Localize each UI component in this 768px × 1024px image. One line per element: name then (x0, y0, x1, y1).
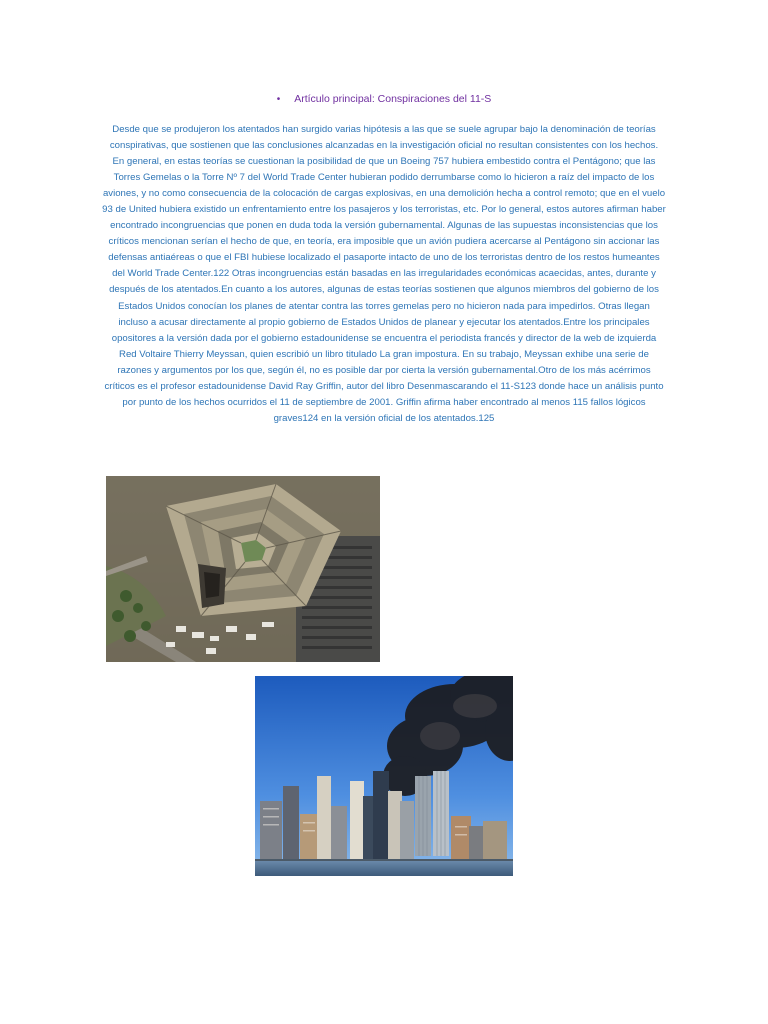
towers-photo-illustration (255, 676, 513, 876)
article-heading (0, 92, 768, 107)
heading-link-text[interactable]: Artículo principal: Conspiraciones del 11-S (294, 93, 492, 105)
article-body (102, 122, 666, 427)
bullet-icon: • (276, 94, 281, 105)
pentagon-aerial-photo (106, 476, 380, 662)
paragraph-intro: Desde que se produjeron los atentados han surgido varias hipótesis a las que se suele agrupar bajo la denominación de teorías conspirativas, que sostienen que las conclusiones alcanzadas en la investigación oficial no resultan consistentes con los hechos. (109, 124, 659, 152)
towers-smoke-photo (255, 676, 513, 876)
paragraph-main: En general, en estas teorías se cuestionan la posibilidad de que un Boeing 757 hubiera embestido contra el Pentágono; que las Torres Gemelas o la Torre Nº 7 del World Trade Center hubieran podido derrumbarse como lo hicieron a raíz del impacto de los aviones, y no como consecuencia de la colocación de cargas explosivas, en una demolición hecha a control remoto; que en el vuelo 93 de United hubiera existido un enfrentamiento entre los pasajeros y los terroristas, etc. Por lo general, estos autores afirman haber encontrado incongruencias que ponen en duda toda la versión gubernamental. Algunas de las supuestas inconsistencias que los críticos mencionan serían el hecho de que, en teoría, era imposible que un avión pudiera acercarse al Pentágono sin accionar las defensas antiaéreas o que el FBI hubiese localizado el pasaporte intacto de uno de los terroristas dentro de los restos humeantes del World Trade Center.122 Otras incongruencias están basadas en las irregularidades económicas acaecidas, antes, durante y después de los atentados.En cuanto a los autores, algunas de estas teorías sostienen que algunos miembros del gobierno de los Estados Unidos conocían los planes de atentar contra las torres gemelas pero no hicieron nada para impedirlos. Otras llegan incluso a acusar directamente al propio gobierno de Estados Unidos de planear y ejecutar los atentados.Entre los principales opositores a la versión dada por el gobierno estadounidense se encuentra el periodista francés y director de la web de izquierda Red Voltaire Thierry Meyssan, quien escribió un libro titulado La gran impostura. En su trabajo, Meyssan exhibe una serie de razones y argumentos por los que, según él, no es posible dar por cierta la versión gubernamental.Otro de los más acérrimos críticos es el profesor estadounidense David Ray Griffin, autor del libro Desenmascarando el 11-S123 donde hace un análisis punto por punto de los hechos ocurridos el 11 de septiembre de 2001. Griffin afirma haber encontrado al menos 115 fallos lógicos graves124 en la versión oficial de los atentados.125 (102, 156, 666, 424)
pentagon-photo-illustration (106, 476, 380, 662)
